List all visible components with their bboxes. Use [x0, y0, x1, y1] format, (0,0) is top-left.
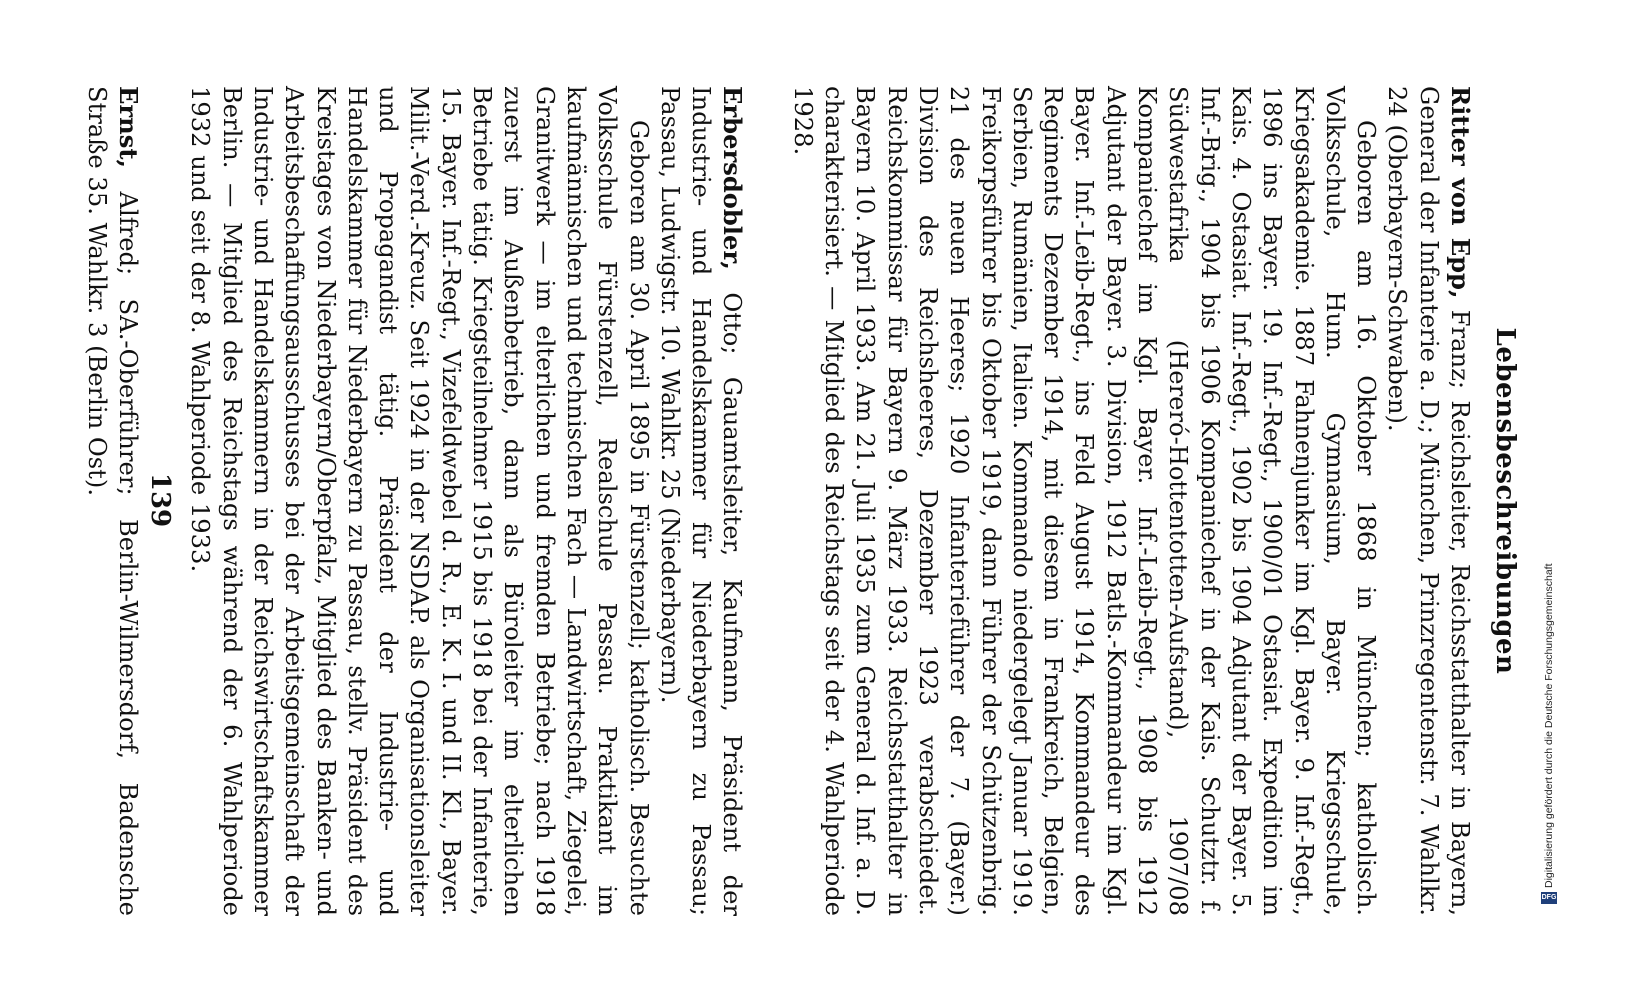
page-content [81, 86, 1520, 916]
entry-header-text: Alfred; SA.-Oberführer; Berlin-Wilmersdorf, Badensche Straße 35. Wahlkr. 3 (Berlin Ost). [82, 86, 143, 916]
entry-header-text: Franz; Reichsleiter, Reichsstatthalter in Bayern, General der Infanterie a. D.; München, Prinzregentenstr. 7. Wahlkr. 24 (Oberbayern-Schwaben). [1383, 86, 1474, 917]
entry-paragraph: Geboren am 16. Oktober 1868 in München; katholisch. Volksschule, Hum. Gymnasium, Bayer. Kriegsschule, Kriegsakademie. 1887 Fahnenjunker im Kgl. Bayer. 9. Inf.-Regt., 1896 ins Bayer. 19. Inf.-Regt., 1900/01 Ostasiat. Expedition im Kais. 4. Ostasiat. Inf.-Regt., 1902 bis 1904 Adjutant der Bayer. 5. Inf.-Brig., 1904 bis 1906 Kompaniechef in der Kais. Schutztr. f. Südwestafrika (Hereró-Hottentotten-Aufstand), 1907/08 Kompaniechef im Kgl. Bayer. Inf.-Leib-Regt., 1908 bis 1912 Adjutant der Bayer. 3. Division, 1912 Batls.-Kommandeur im Kgl. Bayer. Inf.-Leib-Regt., ins Feld August 1914, Kommandeur des Regiments Dezember 1914, mit diesem in Frankreich, Belgien, Serbien, Rumänien, Italien. Kommando niedergelegt Januar 1919. Freikorpsführer bis Oktober 1919, dann Führer der Schützenbrig. 21 des neuen Heeres; 1920 Infanterieführer der 7. (Bayer.) Division des Reichsheeres, Dezember 1923 verabschiedet. Reichskommissar für Bayern 9. März 1933. Reichsstatthalter in Bayern 10. April 1933. Am 21. Juli 1935 zum General d. Inf. a. D. charakterisiert. — Mitglied des Reichstags seit der 4. Wahlperiode 1928. [788, 86, 1381, 916]
entry-header-text: Otto; Gauamtsleiter, Kaufmann, Präsident der Industrie- und Handelskammer für Niederbayern zu Passau; Passau, Ludwigstr. 10. Wahlkr. 25 (Niederbayern). [655, 86, 747, 916]
entry-name: Ernst, [114, 86, 144, 168]
entry-spacer [748, 86, 786, 916]
entry-erbersdobler [184, 86, 748, 916]
page-number: 139 [145, 472, 175, 528]
entry-header [81, 86, 145, 916]
dfg-logo: DFG [1541, 892, 1557, 904]
running-head: Lebensbeschreibungen [1490, 327, 1520, 675]
entry-header [1381, 86, 1476, 916]
entry-ernst [81, 86, 145, 916]
digitization-credit [1541, 8, 1565, 904]
credit-text: Digitalisierung gefördert durch die Deutsche Forschungsgemeinschaft [1543, 563, 1555, 888]
entry-epp [786, 86, 1476, 916]
entry-name: Ritter von Epp, [1446, 86, 1475, 299]
entry-header [654, 86, 749, 916]
entry-name: Erbersdobler, [718, 86, 748, 270]
entry-paragraph: Geboren am 30. April 1895 in Fürstenzell; katholisch. Besuchte Volksschule Fürstenzell, Realschule Passau. Praktikant im kaufmännischen und technischen Fach — Landwirtschaft, Ziegelei, Granitwerk — im elterlichen und fremden Betriebe; nach 1918 zuerst im Außenbetrieb, dann als Büroleiter im elterlichen Betriebe tätig. Kriegsteilnehmer 1915 bis 1918 bei der Infanterie, 15. Bayer. Inf.-Regt., Vizefeldwebel d. R., E. K. I. und II. Kl., Bayer. Milit.-Verd.-Kreuz. Seit 1924 in der NSDAP. als Organisationsleiter und Propagandist tätig. Präsident der Industrie- und Handelskammer für Niederbayern zu Passau, stellv. Präsident des Kreistages von Niederbayern/Oberpfalz, Mitglied des Banken- und Arbeitsbeschaffungsausschusses bei der Arbeitsgemeinschaft der Industrie- und Handelskammern in der Reichswirtschaftskammer Berlin. — Mitglied des Reichstags während der 6. Wahlperiode 1932 und seit der 8. Wahlperiode 1933. [186, 86, 653, 916]
